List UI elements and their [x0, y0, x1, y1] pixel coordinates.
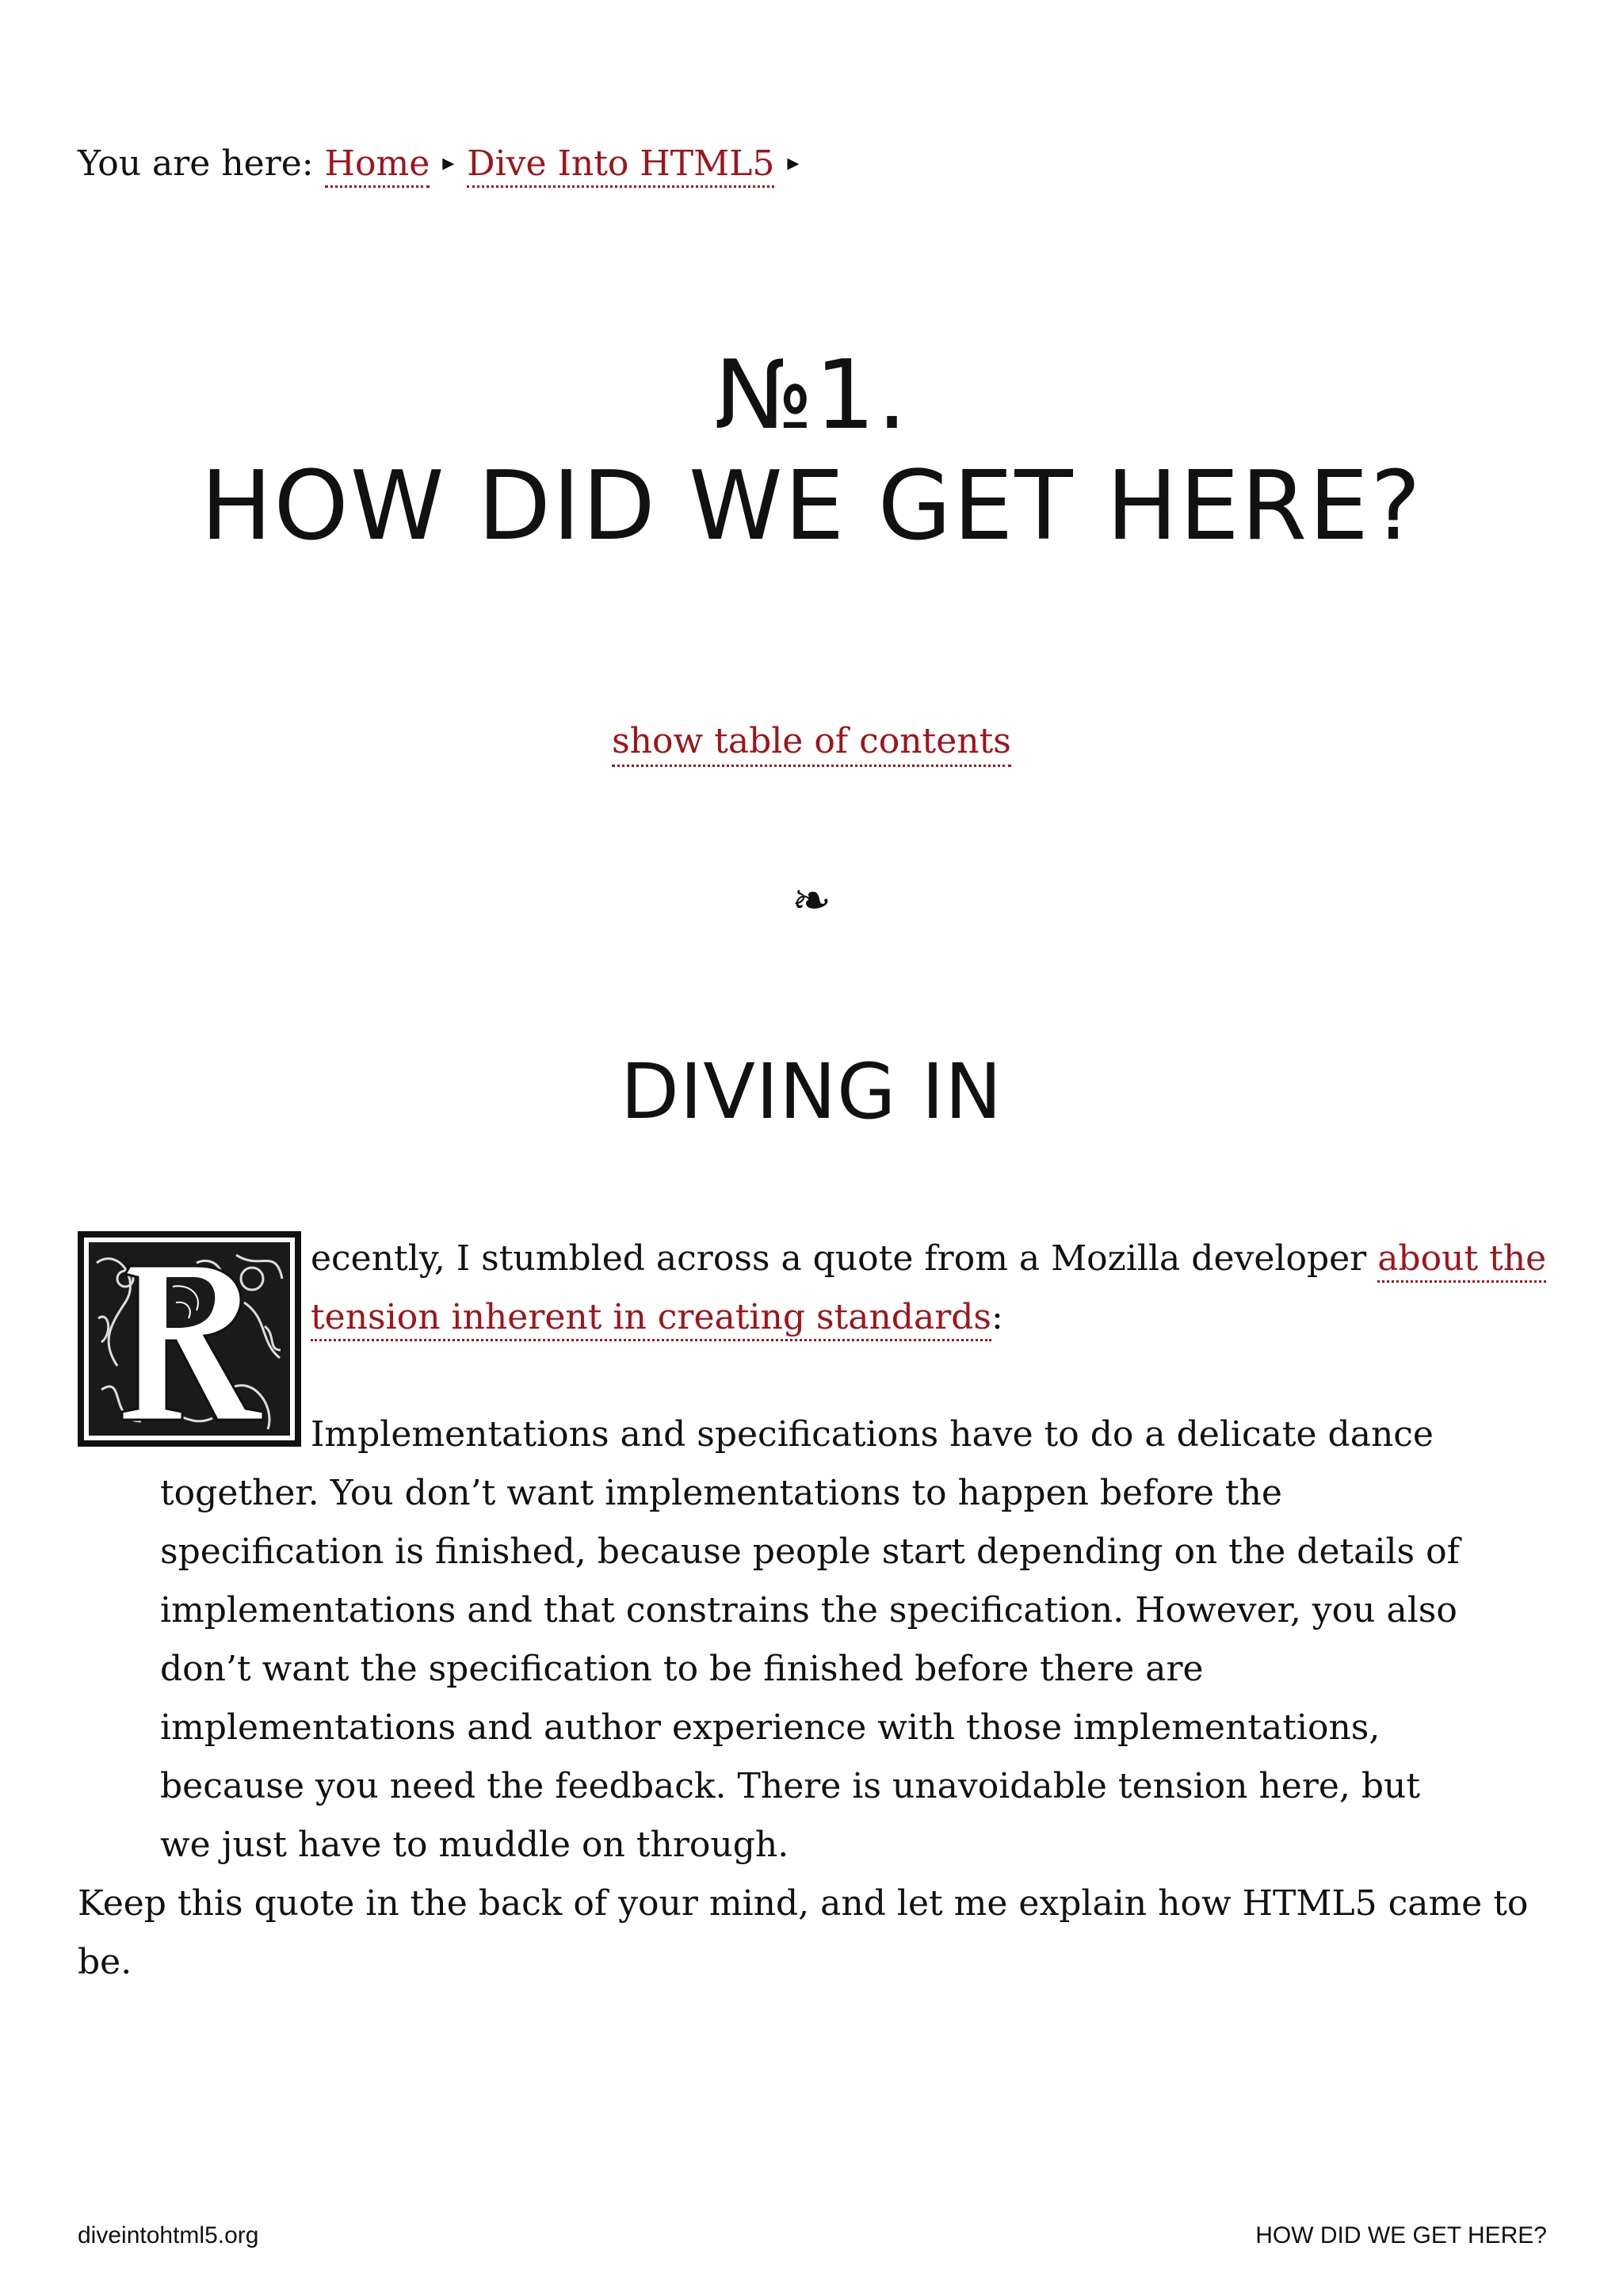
footer-chapter-title: HOW DID WE GET HERE? [1255, 2222, 1547, 2248]
intro-paragraph [311, 1230, 1547, 1347]
toc-toggle [0, 718, 1623, 765]
breadcrumb-prefix: You are here: [78, 143, 314, 184]
show-table-of-contents-link[interactable]: show table of contents [612, 721, 1011, 767]
blockquote: Implementations and specifications have to do a delicate dance together. You don’t want implementations to happen before the specification is finished, because people start depending on the details of implementations and that constrains the specification. However, you also don’t want the specification to be finished before there are implementations and author experience with those implementations, because you need the feedback. There is unavoidable tension here, but we just have to muddle on through. [160, 1414, 1460, 1865]
intro-text: ecently, I stumbled across a quote from a Mozilla developer [311, 1238, 1367, 1279]
chapter-name: HOW DID WE GET HERE? [200, 452, 1423, 562]
breadcrumb [78, 139, 812, 188]
tension-in-standards-link[interactable]: about the tension inherent in creating standards [311, 1238, 1546, 1341]
breadcrumb-separator-icon: ▸ [787, 149, 800, 177]
breadcrumb-home-link[interactable]: Home [325, 143, 430, 188]
breadcrumb-separator-icon: ▸ [442, 149, 455, 177]
breadcrumb-dive-into-html5-link[interactable]: Dive Into HTML5 [467, 143, 774, 188]
section-heading: DIVING IN [620, 1047, 1003, 1136]
chapter-number: №1. [714, 341, 909, 451]
footer-site-url: diveintohtml5.org [78, 2222, 259, 2248]
fleuron-ornament-icon: ❧ [791, 873, 832, 929]
intro-colon: : [991, 1297, 1003, 1337]
chapter-title [0, 341, 1623, 563]
closing-paragraph: Keep this quote in the back of your mind, and let me explain how HTML5 came to be. [78, 1883, 1529, 1982]
